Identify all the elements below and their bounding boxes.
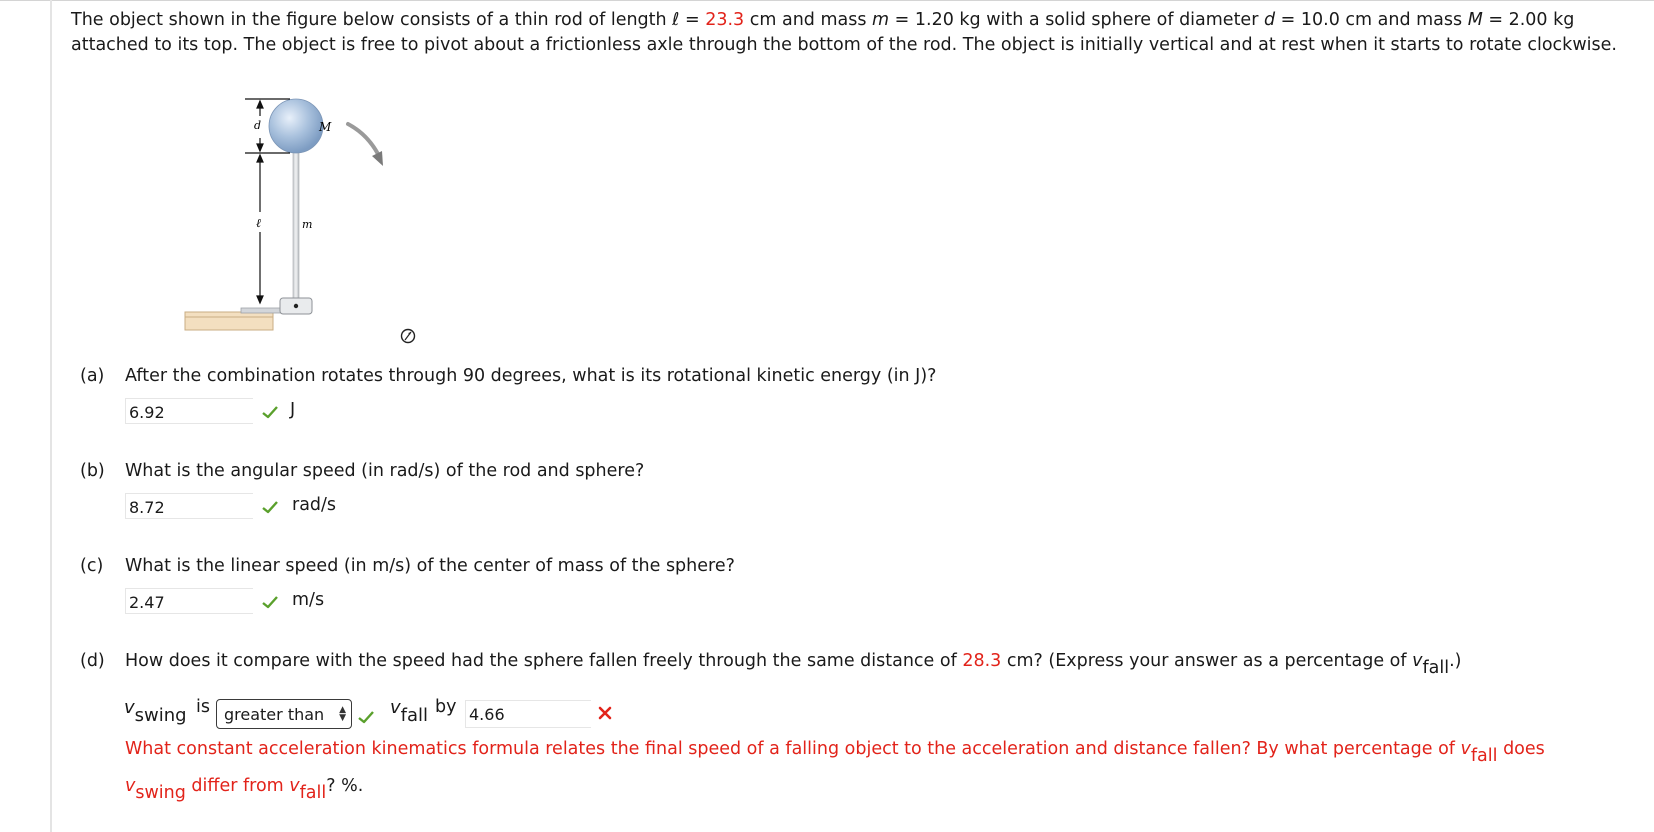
unit-b: rad/s [292, 495, 337, 515]
label-m: m [302, 218, 313, 231]
answer-a-input[interactable]: 6.92 [125, 398, 253, 424]
question-d-text: How does it compare with the speed had the sphere fallen freely through the same distance of 28.3 cm? (Express your answer as a percentage of $v_{fall}$.) [125, 651, 1462, 678]
question-b-text: What is the angular speed (in rad/s) of the rod and sphere? [125, 461, 645, 481]
correct-check-icon [261, 405, 279, 419]
answer-c-input[interactable]: 2.47 [125, 588, 253, 614]
table-base [185, 312, 273, 330]
label-ell: ℓ [256, 216, 261, 230]
question-b-label: (b) [80, 461, 105, 481]
info-icon[interactable] [400, 328, 416, 344]
question-c-text: What is the linear speed (in m/s) of the center of mass of the sphere? [125, 556, 735, 576]
question-a-label: (a) [80, 366, 105, 386]
select-arrows-icon: ▲ ▼ [339, 705, 346, 723]
v-fall-label: $v_{fall}$ [390, 697, 429, 726]
left-divider [50, 0, 52, 832]
sphere [269, 99, 323, 153]
v-swing-label: $v_{swing}$ [124, 697, 187, 726]
pivot-block [280, 298, 312, 314]
rod-sphere-figure [180, 96, 400, 341]
is-label: is [196, 697, 210, 717]
correct-check-icon [357, 710, 375, 724]
hint-feedback: What constant acceleration kinematics formula relates the final speed of a falling object to the acceleration and distance fallen? By what percentage of $v_{fall}$ does $v_{swing}$ differ from $v_{fall}$? %. [125, 739, 1545, 803]
by-label: by [435, 697, 457, 717]
correct-check-icon [261, 595, 279, 609]
unit-a: J [290, 400, 296, 420]
problem-statement: The object shown in the figure below consists of a thin rod of length ℓ = 23.3 cm and mass m = 1.20 kg with a solid sphere of diameter d = 10.0 cm and mass M = 2.00 kg attached to its top. The object is free to pivot about a frictionless axle through the bottom of the rod. The object is initially vertical and at rest when it starts to rotate clockwise. [71, 10, 1617, 55]
question-d-label: (d) [80, 651, 105, 671]
rod [293, 151, 299, 299]
answer-b-input[interactable]: 8.72 [125, 493, 253, 519]
fall-distance-value: 28.3 [962, 651, 1002, 671]
comparison-select[interactable]: greater than ▲ ▼ [216, 699, 352, 729]
top-border [0, 0, 1654, 1]
unit-c: m/s [292, 590, 325, 610]
label-M: M [319, 120, 332, 134]
bracket [241, 308, 281, 313]
incorrect-x-icon [597, 705, 613, 721]
question-a-text: After the combination rotates through 90 degrees, what is its rotational kinetic energy (in J)? [125, 366, 937, 386]
correct-check-icon [261, 500, 279, 514]
label-d: d [254, 119, 262, 132]
figure-svg [180, 96, 400, 336]
rotation-arrow-icon [348, 124, 383, 166]
rod-length-value: 23.3 [705, 10, 745, 30]
answer-d-input[interactable]: 4.66 [465, 700, 591, 728]
question-c-label: (c) [80, 556, 104, 576]
